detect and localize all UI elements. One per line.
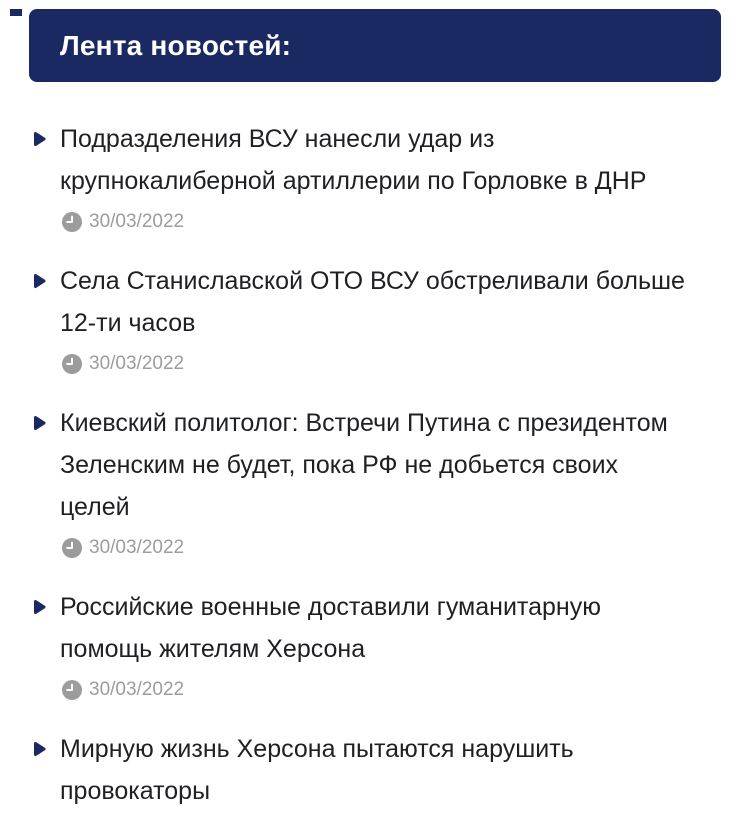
headline-line: Мирную жизнь Херсона пытаются нарушить [60, 735, 574, 763]
headline-line: Российские военные доставили гуманитарную [60, 593, 601, 621]
clock-icon [62, 538, 82, 558]
news-date: 30/03/2022 [89, 353, 185, 374]
news-date: 30/03/2022 [89, 211, 185, 232]
headline-line: Села Станиславской ОТО ВСУ обстреливали больше [60, 267, 685, 295]
headline-line: Подразделения ВСУ нанесли удар из [60, 125, 495, 153]
news-headline-link[interactable] [60, 118, 646, 202]
news-feed-header [29, 9, 721, 82]
news-date: 30/03/2022 [89, 537, 185, 558]
news-headline-link[interactable] [60, 728, 574, 812]
feed-title: Лента новостей: [60, 29, 292, 61]
news-item [33, 586, 740, 702]
news-feed [0, 118, 750, 812]
headline-line: 12-ти часов [60, 309, 196, 337]
news-date-row [60, 210, 646, 234]
news-item [33, 728, 740, 812]
headline-line: провокаторы [60, 777, 211, 805]
headline-line: Зеленским не будет, пока РФ не добьется своих [60, 451, 619, 479]
clock-icon [62, 212, 82, 232]
triangle-right-icon [33, 415, 46, 431]
triangle-right-icon [33, 741, 46, 757]
news-headline-link[interactable] [60, 402, 668, 528]
news-headline-link[interactable] [60, 260, 685, 344]
news-date: 30/03/2022 [89, 679, 185, 700]
headline-line: целей [60, 493, 130, 521]
headline-line: крупнокалиберной артиллерии по Горловке в ДНР [60, 167, 647, 195]
clock-icon [62, 680, 82, 700]
cropped-element-fragment [10, 9, 22, 16]
news-date-row [60, 678, 601, 702]
triangle-right-icon [33, 131, 46, 147]
news-date-row [60, 352, 685, 376]
news-headline-link[interactable] [60, 586, 601, 670]
headline-line: помощь жителям Херсона [60, 635, 366, 663]
clock-icon [62, 354, 82, 374]
headline-line: Киевский политолог: Встречи Путина с президентом [60, 409, 668, 437]
triangle-right-icon [33, 599, 46, 615]
triangle-right-icon [33, 273, 46, 289]
news-date-row [60, 536, 668, 560]
news-item [33, 118, 740, 234]
news-item [33, 402, 740, 560]
news-item [33, 260, 740, 376]
